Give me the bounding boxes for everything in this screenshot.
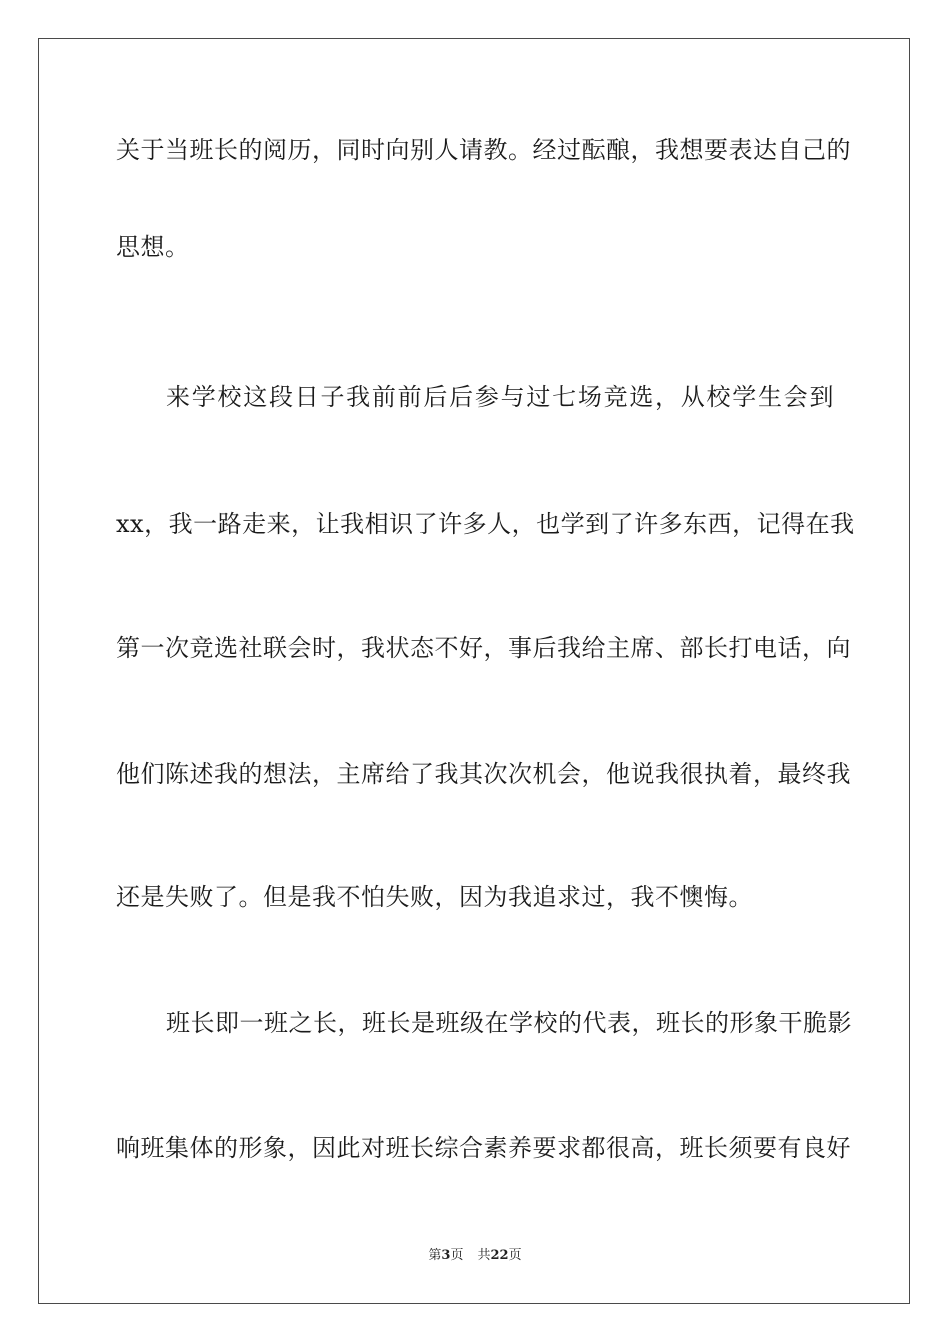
total-suffix: 页 — [508, 1248, 522, 1263]
text-line: 第一次竞选社联会时，我状态不好，事后我给主席、部长打电话，向 — [116, 634, 851, 662]
text-line: 还是失败了。但是我不怕失败，因为我追求过，我不懊悔。 — [116, 883, 753, 911]
total-pages: 22 — [490, 1248, 509, 1263]
total-prefix: 共 — [477, 1248, 491, 1263]
paragraph-start-line: 来学校这段日子我前前后后参与过七场竞选，从校学生会到 — [166, 383, 834, 411]
text-line: 响班集体的形象，因此对班长综合素养要求都很高，班长须要有良好 — [116, 1134, 851, 1162]
page-footer — [0, 1246, 950, 1266]
text-line: 关于当班长的阅历，同时向别人请教。经过酝酿，我想要表达自己的 — [116, 136, 851, 164]
paragraph-start-line: 班长即一班之长，班长是班级在学校的代表，班长的形象干脆影 — [166, 1009, 852, 1037]
text-line: 他们陈述我的想法，主席给了我其次次机会，他说我很执着，最终我 — [116, 760, 851, 788]
page-number: 3 — [441, 1248, 451, 1263]
text-line: 思想。 — [116, 233, 190, 261]
page-suffix: 页 — [450, 1248, 464, 1263]
text-line: xx，我一路走来，让我相识了许多人，也学到了许多东西，记得在我 — [116, 510, 855, 538]
page-prefix: 第 — [428, 1248, 442, 1263]
